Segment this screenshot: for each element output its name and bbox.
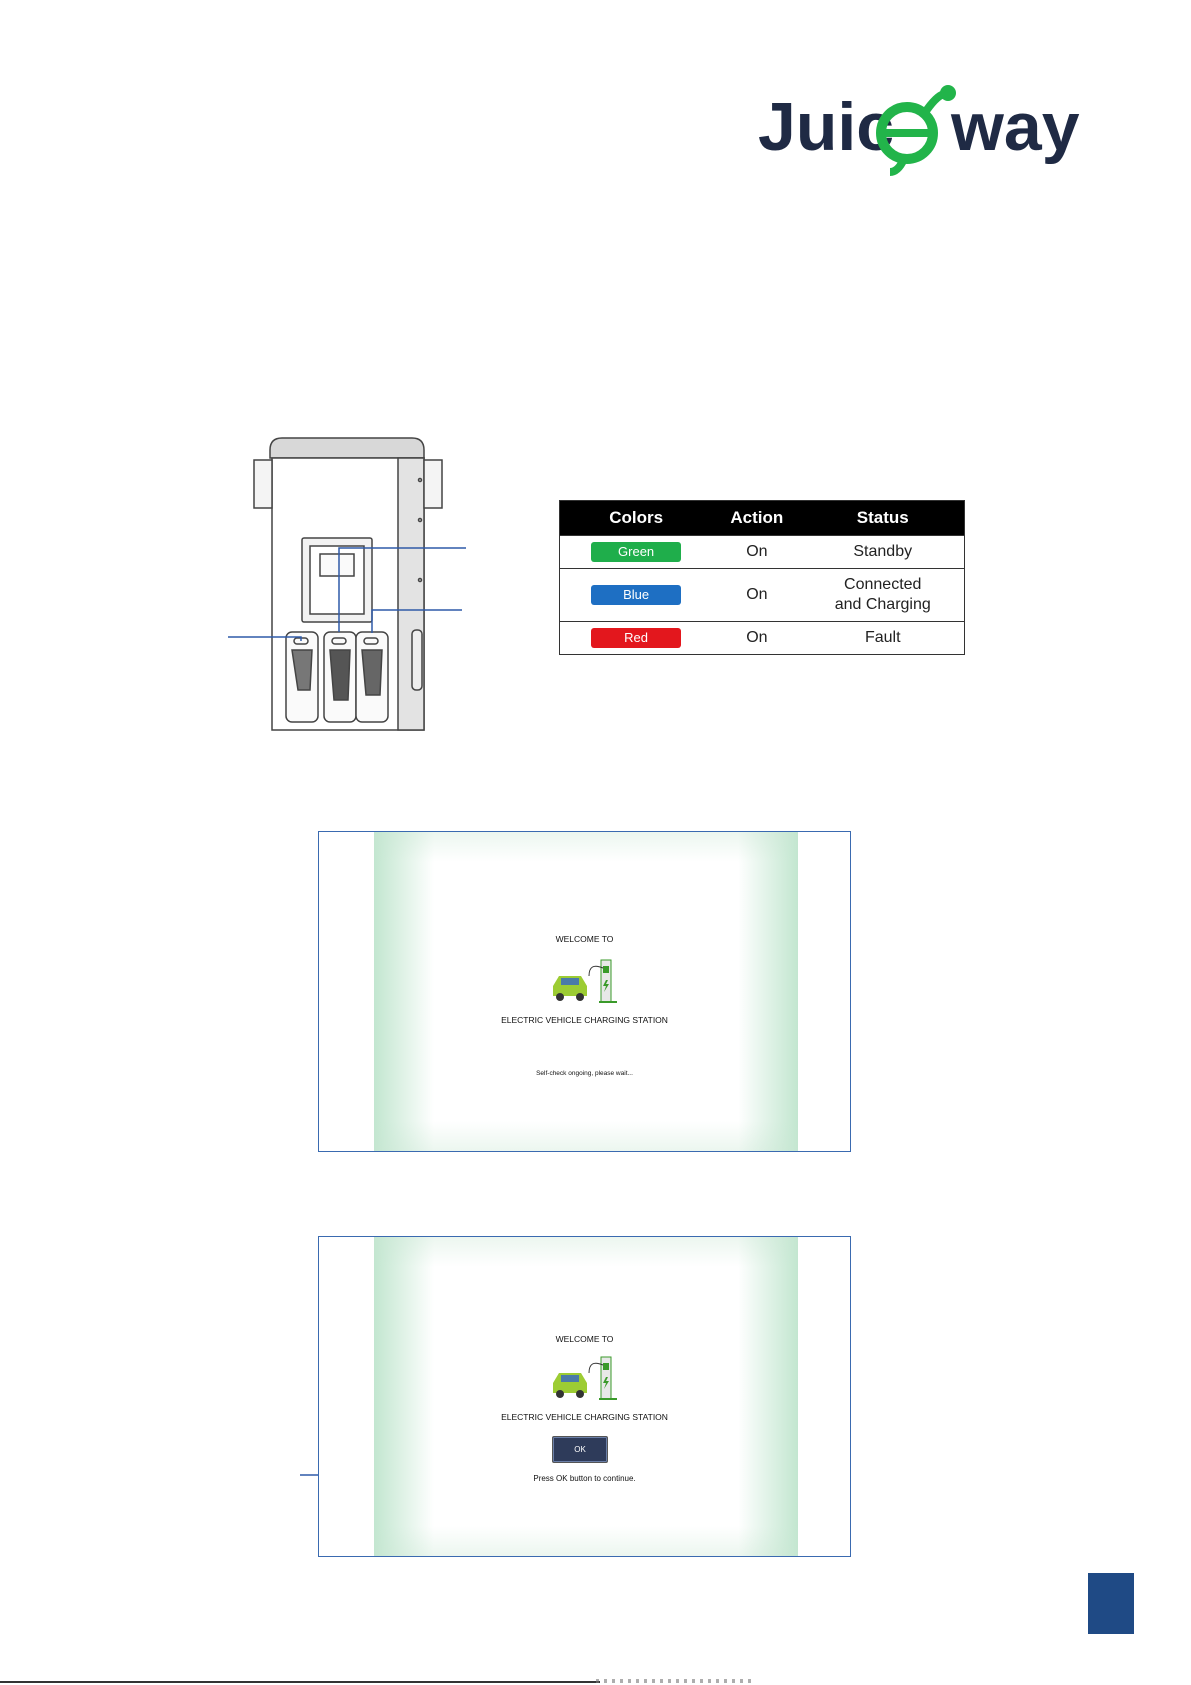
station-title: ELECTRIC VEHICLE CHARGING STATION	[501, 1015, 668, 1025]
logo-text-right: way	[951, 89, 1080, 165]
led-status-table	[559, 500, 965, 655]
table-row	[560, 536, 965, 569]
status-cell	[801, 536, 964, 569]
welcome-ok-screen	[318, 1236, 851, 1557]
ok-button[interactable]: OK	[552, 1436, 608, 1463]
action-cell: On	[712, 569, 801, 622]
station-title: ELECTRIC VEHICLE CHARGING STATION	[501, 1412, 668, 1422]
status-message: Self-check ongoing, please wait...	[536, 1070, 633, 1077]
action-cell: On	[712, 622, 801, 655]
welcome-text: WELCOME TO	[555, 934, 614, 944]
self-check-screen	[318, 831, 851, 1152]
bottom-dotted-rule	[596, 1679, 756, 1683]
color-chip-red: Red	[591, 628, 681, 648]
header-colors: Colors	[560, 501, 713, 536]
status-line: Connected	[844, 576, 922, 593]
header-action: Action	[712, 501, 801, 536]
status-cell	[801, 622, 964, 655]
status-line: Fault	[864, 629, 901, 646]
status-message: Press OK button to continue.	[533, 1474, 636, 1483]
color-chip-green: Green	[591, 542, 681, 562]
welcome-text: WELCOME TO	[555, 1334, 614, 1344]
header-status: Status	[801, 501, 964, 536]
logo-text-left: Juic	[758, 89, 895, 165]
ev-charging-icon	[549, 956, 625, 1004]
bottom-divider	[0, 1681, 600, 1683]
status-line: and Charging	[834, 596, 931, 613]
status-line: Standby	[853, 543, 913, 560]
action-cell: On	[712, 536, 801, 569]
ev-charging-icon	[549, 1353, 625, 1401]
table-row	[560, 569, 965, 622]
status-cell	[801, 569, 964, 622]
table-row	[560, 622, 965, 655]
color-chip-blue: Blue	[591, 585, 681, 605]
page-number-box	[1088, 1573, 1134, 1634]
